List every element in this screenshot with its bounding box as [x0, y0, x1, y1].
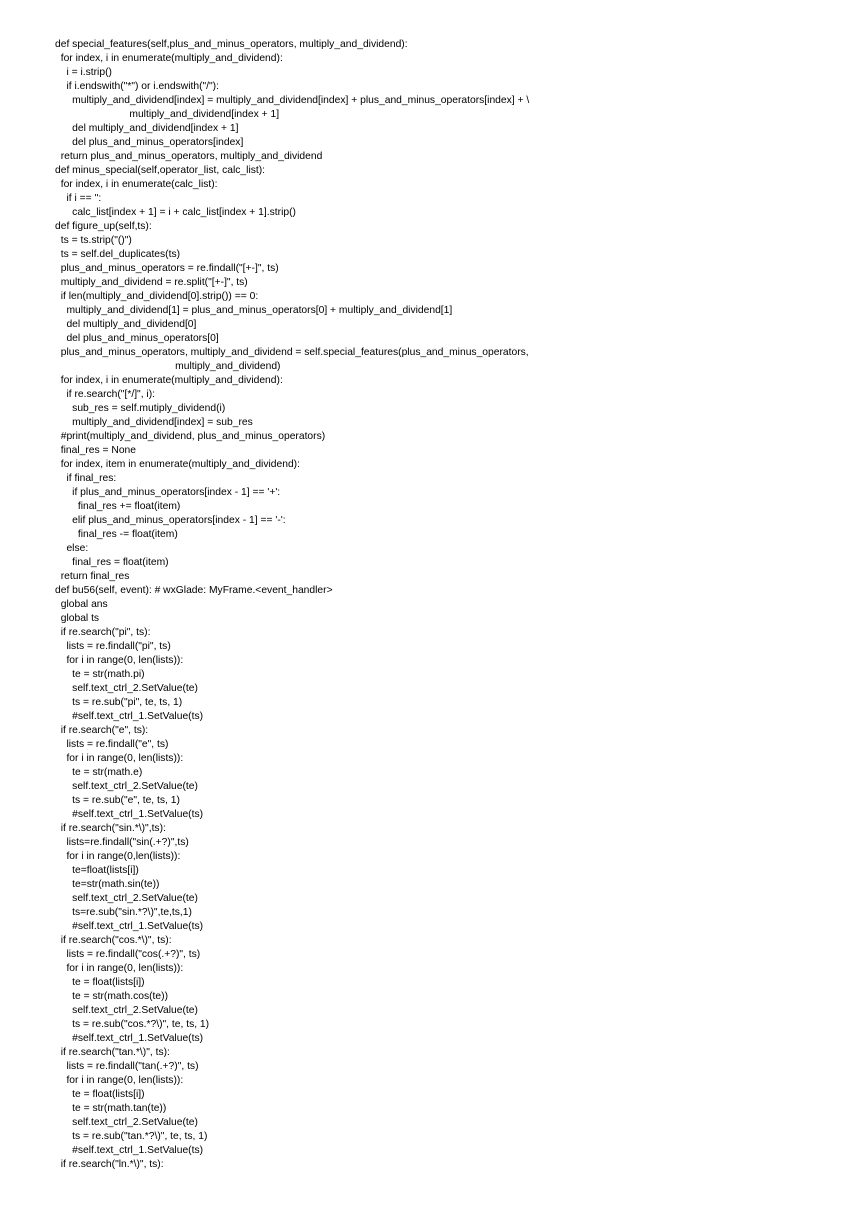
- code-line: del plus_and_minus_operators[index]: [55, 137, 244, 148]
- code-line: #self.text_ctrl_1.SetValue(ts): [55, 809, 204, 820]
- code-line: sub_res = self.mutiply_dividend(i): [55, 403, 226, 414]
- code-line: te=float(lists[i]): [55, 865, 139, 876]
- code-line: ts = re.sub("e", te, ts, 1): [55, 795, 180, 806]
- code-line: #print(multiply_and_dividend, plus_and_minus_operators): [55, 431, 326, 442]
- code-line: self.text_ctrl_2.SetValue(te): [55, 683, 198, 694]
- code-line: for i in range(0,len(lists)):: [55, 851, 181, 862]
- code-line: ts = re.sub("tan.*?\)", te, ts, 1): [55, 1131, 208, 1142]
- code-line: ts = ts.strip("()"): [55, 235, 132, 246]
- code-line: te = float(lists[i]): [55, 977, 145, 988]
- code-line: ts=re.sub("sin.*?\)",te,ts,1): [55, 907, 192, 918]
- code-line: if re.search("ln.*\)", ts):: [55, 1159, 164, 1170]
- code-line: if i == '':: [55, 193, 102, 204]
- code-line: del multiply_and_dividend[0]: [55, 319, 197, 330]
- code-line: te = str(math.e): [55, 767, 143, 778]
- code-line: global ts: [55, 613, 100, 624]
- code-line: i = i.strip(): [55, 67, 112, 78]
- code-line: if re.search("tan.*\)", ts):: [55, 1047, 170, 1058]
- code-line: if re.search("pi", ts):: [55, 627, 151, 638]
- code-line: #self.text_ctrl_1.SetValue(ts): [55, 1033, 204, 1044]
- code-line: lists = re.findall("e", ts): [55, 739, 169, 750]
- code-line: te = str(math.tan(te)): [55, 1103, 167, 1114]
- code-line: if re.search("cos.*\)", ts):: [55, 935, 172, 946]
- code-line: del plus_and_minus_operators[0]: [55, 333, 219, 344]
- code-line: plus_and_minus_operators, multiply_and_dividend = self.special_features(plus_and_minus_operators,: [55, 347, 529, 358]
- code-line: return final_res: [55, 571, 130, 582]
- code-line: if plus_and_minus_operators[index - 1] == '+':: [55, 487, 281, 498]
- code-line: multiply_and_dividend[index] = multiply_and_dividend[index] + plus_and_minus_operators[index] + \: [55, 95, 530, 106]
- code-line: multiply_and_dividend[index] = sub_res: [55, 417, 253, 428]
- code-line: multiply_and_dividend[index + 1]: [55, 109, 280, 120]
- code-line: def bu56(self, event): # wxGlade: MyFrame.<event_handler>: [55, 585, 333, 596]
- code-line: multiply_and_dividend = re.split("[+-]", ts): [55, 277, 248, 288]
- code-line: for index, i in enumerate(calc_list):: [55, 179, 218, 190]
- code-line: ts = re.sub("pi", te, ts, 1): [55, 697, 183, 708]
- code-line: multiply_and_dividend): [55, 361, 281, 372]
- code-line: #self.text_ctrl_1.SetValue(ts): [55, 711, 204, 722]
- code-line: def figure_up(self,ts):: [55, 221, 152, 232]
- code-line: for i in range(0, len(lists)):: [55, 963, 184, 974]
- code-line: final_res += float(item): [55, 501, 181, 512]
- code-line: te=str(math.sin(te)): [55, 879, 160, 890]
- code-line: lists=re.findall("sin(.+?)",ts): [55, 837, 189, 848]
- code-line: for index, i in enumerate(multiply_and_dividend):: [55, 375, 283, 386]
- code-line: calc_list[index + 1] = i + calc_list[index + 1].strip(): [55, 207, 296, 218]
- code-line: lists = re.findall("cos(.+?)", ts): [55, 949, 201, 960]
- code-line: def minus_special(self,operator_list, calc_list):: [55, 165, 266, 176]
- code-line: lists = re.findall("pi", ts): [55, 641, 171, 652]
- code-line: te = str(math.cos(te)): [55, 991, 169, 1002]
- code-line: global ans: [55, 599, 108, 610]
- code-line: for index, item in enumerate(multiply_and_dividend):: [55, 459, 300, 470]
- code-line: for index, i in enumerate(multiply_and_dividend):: [55, 53, 283, 64]
- code-line: if final_res:: [55, 473, 117, 484]
- code-line: if i.endswith("*") or i.endswith("/"):: [55, 81, 219, 92]
- code-line: te = float(lists[i]): [55, 1089, 145, 1100]
- code-line: plus_and_minus_operators = re.findall("[+-]", ts): [55, 263, 279, 274]
- code-line: multiply_and_dividend[1] = plus_and_minus_operators[0] + multiply_and_dividend[1]: [55, 305, 453, 316]
- code-line: for i in range(0, len(lists)):: [55, 753, 184, 764]
- code-line: self.text_ctrl_2.SetValue(te): [55, 781, 198, 792]
- code-line: final_res = float(item): [55, 557, 169, 568]
- code-line: self.text_ctrl_2.SetValue(te): [55, 893, 198, 904]
- code-line: del multiply_and_dividend[index + 1]: [55, 123, 239, 134]
- code-line: final_res = None: [55, 445, 136, 456]
- code-line: final_res -= float(item): [55, 529, 178, 540]
- code-line: if re.search("e", ts):: [55, 725, 149, 736]
- code-listing: [55, 38, 858, 1172]
- code-line: if re.search("[*/]", i):: [55, 389, 156, 400]
- code-line: return plus_and_minus_operators, multiply_and_dividend: [55, 151, 323, 162]
- code-line: ts = self.del_duplicates(ts): [55, 249, 181, 260]
- code-line: elif plus_and_minus_operators[index - 1] == '-':: [55, 515, 286, 526]
- code-line: #self.text_ctrl_1.SetValue(ts): [55, 1145, 204, 1156]
- code-line: self.text_ctrl_2.SetValue(te): [55, 1117, 198, 1128]
- code-line: else:: [55, 543, 89, 554]
- code-line: lists = re.findall("tan(.+?)", ts): [55, 1061, 199, 1072]
- code-line: if re.search("sin.*\)",ts):: [55, 823, 166, 834]
- code-line: ts = re.sub("cos.*?\)", te, ts, 1): [55, 1019, 210, 1030]
- code-line: def special_features(self,plus_and_minus_operators, multiply_and_dividend):: [55, 39, 408, 50]
- code-line: te = str(math.pi): [55, 669, 145, 680]
- code-line: for i in range(0, len(lists)):: [55, 655, 184, 666]
- code-line: #self.text_ctrl_1.SetValue(ts): [55, 921, 204, 932]
- code-line: if len(multiply_and_dividend[0].strip()) == 0:: [55, 291, 259, 302]
- code-line: self.text_ctrl_2.SetValue(te): [55, 1005, 198, 1016]
- code-line: for i in range(0, len(lists)):: [55, 1075, 184, 1086]
